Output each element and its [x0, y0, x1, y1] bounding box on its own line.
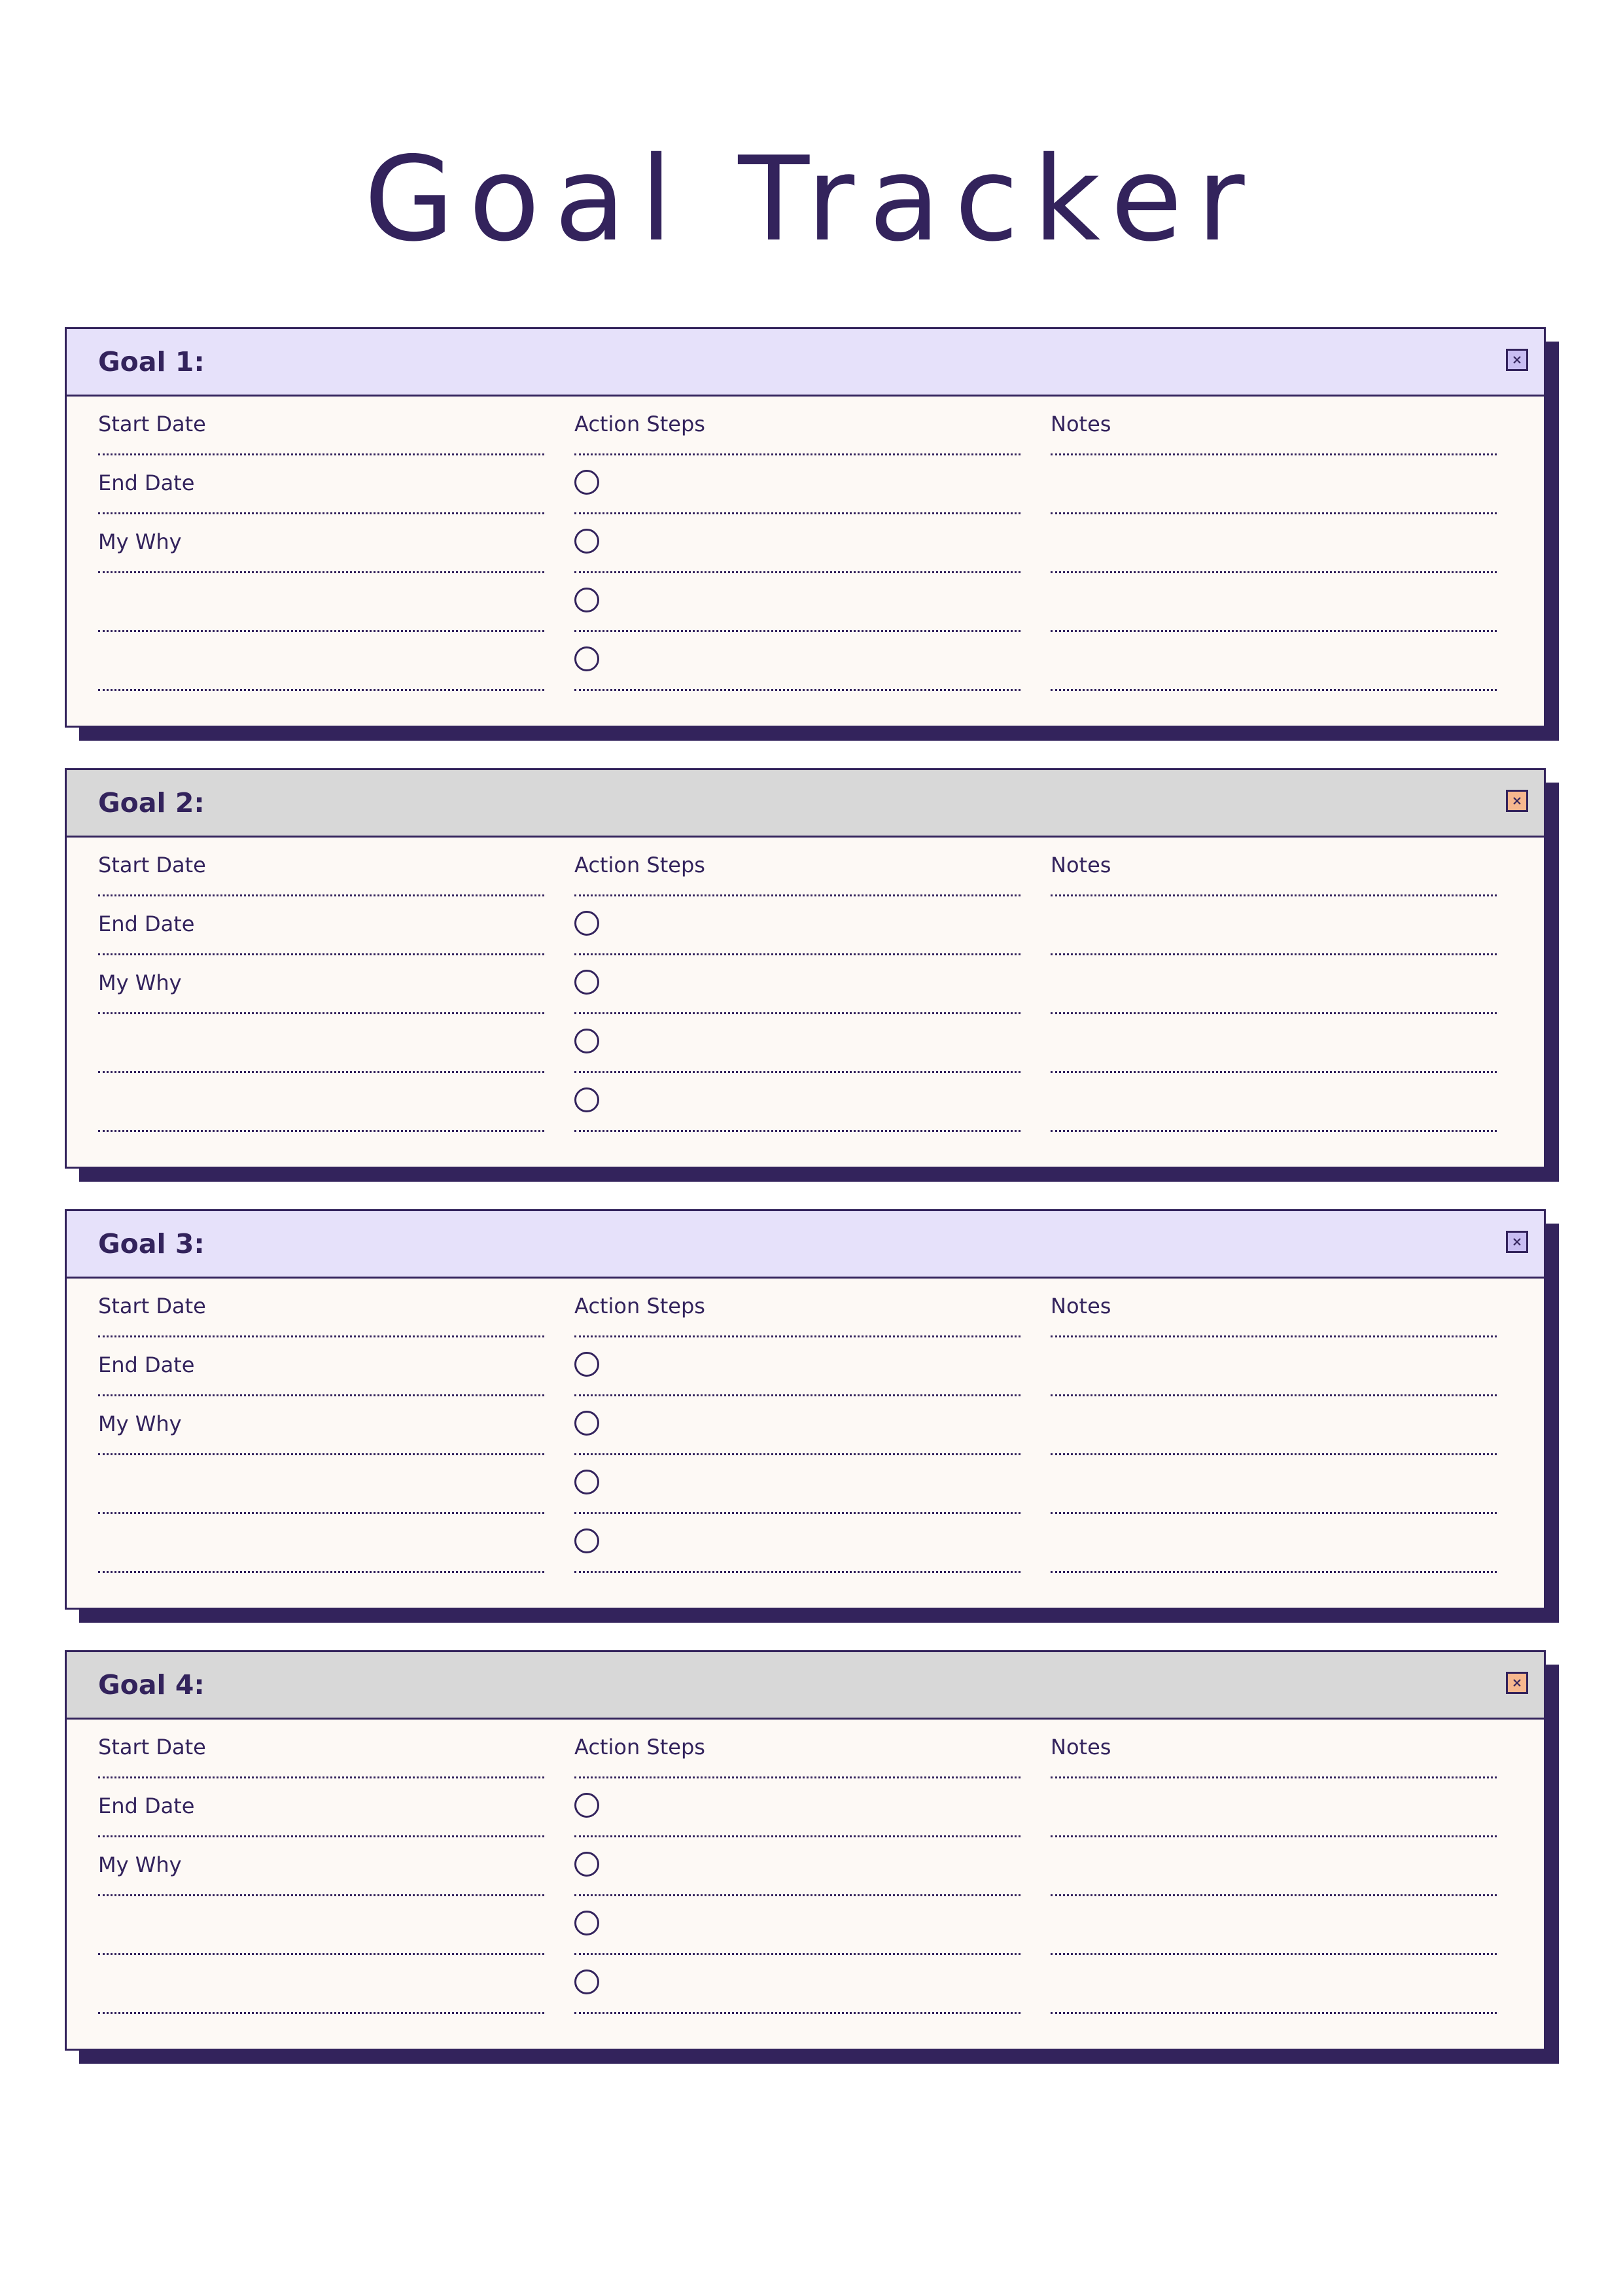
action-steps-label: Action Steps [574, 853, 705, 877]
action-steps-label: Action Steps [574, 412, 705, 436]
my-why-field[interactable] [98, 1396, 544, 1455]
notes-header [1051, 838, 1497, 896]
action-step-row[interactable] [574, 1396, 1021, 1455]
close-icon [1512, 1237, 1522, 1246]
my-why-line[interactable] [98, 1073, 544, 1132]
close-icon [1512, 796, 1522, 805]
goal-card [65, 768, 1546, 1169]
my-why-label: My Why [98, 970, 182, 995]
goal-title: Goal 1: [98, 346, 205, 378]
circle-checkbox-icon[interactable] [574, 1029, 599, 1053]
notes-line[interactable] [1051, 1014, 1497, 1073]
notes-line[interactable] [1051, 514, 1497, 573]
notes-header [1051, 397, 1497, 455]
action-steps-header [574, 1279, 1021, 1337]
close-button[interactable] [1506, 1672, 1528, 1694]
start-date-label: Start Date [98, 853, 206, 877]
end-date-field[interactable] [98, 455, 544, 514]
circle-checkbox-icon[interactable] [574, 970, 599, 995]
action-step-row[interactable] [574, 896, 1021, 955]
details-column [98, 397, 544, 691]
notes-line[interactable] [1051, 1073, 1497, 1132]
action-steps-header [574, 838, 1021, 896]
notes-header [1051, 1279, 1497, 1337]
circle-checkbox-icon[interactable] [574, 1528, 599, 1553]
goal-section-3 [65, 1209, 1544, 1608]
action-step-row[interactable] [574, 1896, 1021, 1955]
action-step-row[interactable] [574, 955, 1021, 1014]
details-column [98, 838, 544, 1132]
notes-line[interactable] [1051, 955, 1497, 1014]
close-button[interactable] [1506, 349, 1528, 371]
my-why-field[interactable] [98, 1837, 544, 1896]
goal-title: Goal 3: [98, 1228, 205, 1260]
notes-column [1051, 1720, 1497, 2014]
my-why-label: My Why [98, 1852, 182, 1877]
goal-header [67, 329, 1544, 397]
notes-line[interactable] [1051, 632, 1497, 691]
end-date-label: End Date [98, 911, 195, 936]
goal-card [65, 327, 1546, 728]
my-why-label: My Why [98, 529, 182, 554]
notes-line[interactable] [1051, 1955, 1497, 2014]
action-step-row[interactable] [574, 455, 1021, 514]
my-why-line[interactable] [98, 1514, 544, 1573]
end-date-field[interactable] [98, 1778, 544, 1837]
circle-checkbox-icon[interactable] [574, 588, 599, 612]
end-date-label: End Date [98, 470, 195, 495]
circle-checkbox-icon[interactable] [574, 529, 599, 554]
start-date-field[interactable] [98, 838, 544, 896]
close-icon [1512, 1678, 1522, 1687]
goal-card [65, 1209, 1546, 1610]
notes-line[interactable] [1051, 1455, 1497, 1514]
circle-checkbox-icon[interactable] [574, 1852, 599, 1877]
action-steps-column [574, 1279, 1021, 1573]
start-date-label: Start Date [98, 1735, 206, 1759]
close-icon [1512, 355, 1522, 364]
my-why-line[interactable] [98, 1455, 544, 1514]
action-steps-column [574, 397, 1021, 691]
action-step-row[interactable] [574, 573, 1021, 632]
action-steps-header [574, 1720, 1021, 1778]
circle-checkbox-icon[interactable] [574, 911, 599, 936]
circle-checkbox-icon[interactable] [574, 1411, 599, 1436]
goal-title: Goal 2: [98, 787, 205, 819]
goal-section-2 [65, 768, 1544, 1167]
action-steps-column [574, 838, 1021, 1132]
action-step-row[interactable] [574, 1337, 1021, 1396]
action-step-row[interactable] [574, 1778, 1021, 1837]
notes-header [1051, 1720, 1497, 1778]
circle-checkbox-icon[interactable] [574, 646, 599, 671]
notes-line[interactable] [1051, 1778, 1497, 1837]
notes-label: Notes [1051, 1294, 1111, 1318]
action-steps-label: Action Steps [574, 1735, 705, 1759]
notes-line[interactable] [1051, 1896, 1497, 1955]
action-step-row[interactable] [574, 1955, 1021, 2014]
notes-column [1051, 397, 1497, 691]
end-date-field[interactable] [98, 896, 544, 955]
my-why-label: My Why [98, 1411, 182, 1436]
notes-column [1051, 1279, 1497, 1573]
action-step-row[interactable] [574, 1837, 1021, 1896]
notes-line[interactable] [1051, 896, 1497, 955]
my-why-field[interactable] [98, 955, 544, 1014]
circle-checkbox-icon[interactable] [574, 1969, 599, 1994]
my-why-line[interactable] [98, 1014, 544, 1073]
details-column [98, 1720, 544, 2014]
goal-section-1 [65, 327, 1544, 726]
action-steps-column [574, 1720, 1021, 2014]
circle-checkbox-icon[interactable] [574, 1470, 599, 1494]
my-why-line[interactable] [98, 1896, 544, 1955]
start-date-field[interactable] [98, 1279, 544, 1337]
notes-line[interactable] [1051, 1337, 1497, 1396]
my-why-line[interactable] [98, 632, 544, 691]
my-why-field[interactable] [98, 514, 544, 573]
circle-checkbox-icon[interactable] [574, 1793, 599, 1818]
goal-header [67, 1652, 1544, 1720]
circle-checkbox-icon[interactable] [574, 470, 599, 495]
goal-card [65, 1650, 1546, 2051]
goal-title: Goal 4: [98, 1669, 205, 1701]
end-date-label: End Date [98, 1352, 195, 1377]
notes-label: Notes [1051, 1735, 1111, 1759]
action-steps-header [574, 397, 1021, 455]
my-why-line[interactable] [98, 1955, 544, 2014]
end-date-label: End Date [98, 1793, 195, 1818]
action-step-row[interactable] [574, 632, 1021, 691]
goal-section-4 [65, 1650, 1544, 2049]
start-date-field[interactable] [98, 397, 544, 455]
notes-line[interactable] [1051, 1396, 1497, 1455]
goal-header [67, 770, 1544, 838]
action-steps-label: Action Steps [574, 1294, 705, 1318]
start-date-label: Start Date [98, 1294, 206, 1318]
goal-header [67, 1211, 1544, 1279]
circle-checkbox-icon[interactable] [574, 1911, 599, 1935]
page-title: Goal Tracker [364, 132, 1259, 267]
notes-label: Notes [1051, 853, 1111, 877]
notes-line[interactable] [1051, 573, 1497, 632]
notes-label: Notes [1051, 412, 1111, 436]
action-step-row[interactable] [574, 514, 1021, 573]
notes-column [1051, 838, 1497, 1132]
action-step-row[interactable] [574, 1455, 1021, 1514]
my-why-line[interactable] [98, 573, 544, 632]
start-date-field[interactable] [98, 1720, 544, 1778]
action-step-row[interactable] [574, 1514, 1021, 1573]
circle-checkbox-icon[interactable] [574, 1352, 599, 1377]
end-date-field[interactable] [98, 1337, 544, 1396]
notes-line[interactable] [1051, 455, 1497, 514]
close-button[interactable] [1506, 790, 1528, 812]
close-button[interactable] [1506, 1231, 1528, 1253]
action-step-row[interactable] [574, 1073, 1021, 1132]
start-date-label: Start Date [98, 412, 206, 436]
notes-line[interactable] [1051, 1837, 1497, 1896]
details-column [98, 1279, 544, 1573]
action-step-row[interactable] [574, 1014, 1021, 1073]
notes-line[interactable] [1051, 1514, 1497, 1573]
circle-checkbox-icon[interactable] [574, 1087, 599, 1112]
